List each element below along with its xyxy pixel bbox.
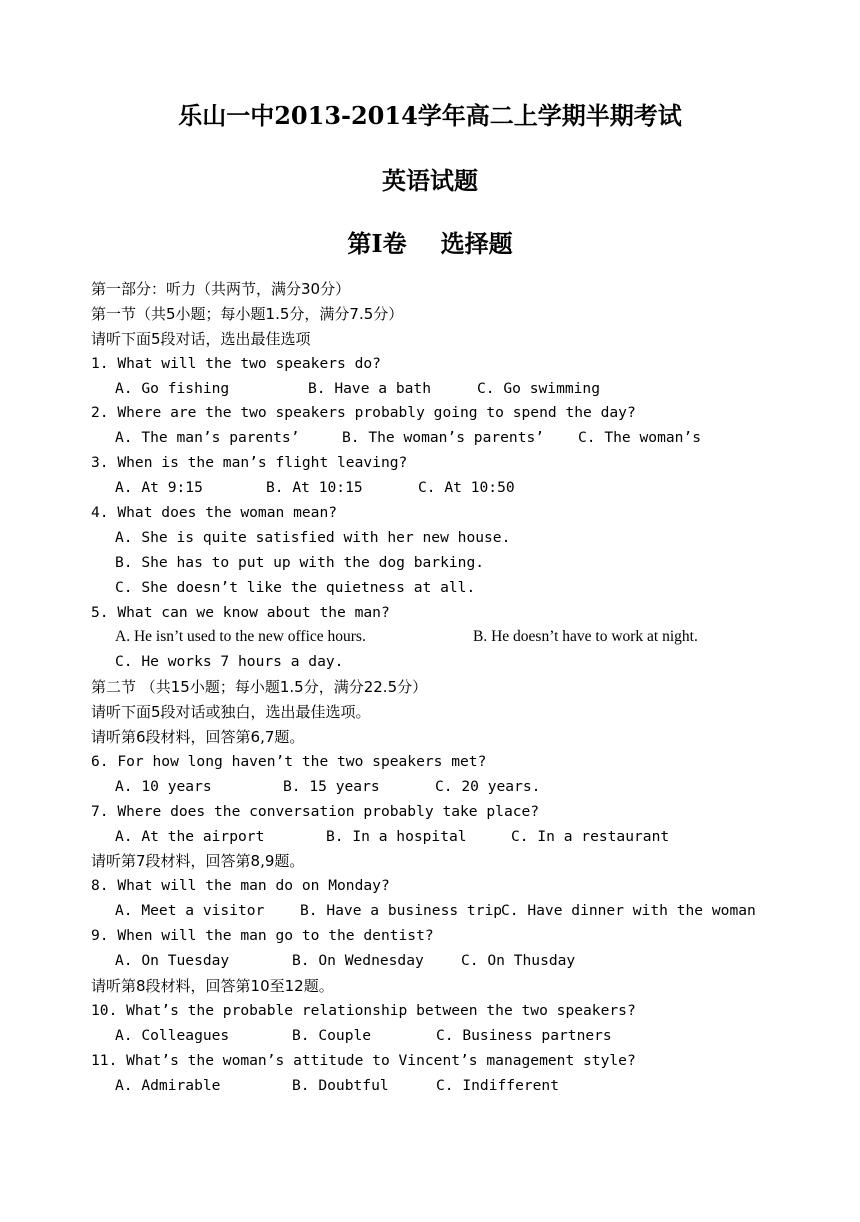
question-1: 1. What will the two speakers do? — [91, 354, 381, 372]
section1-heading: 第一节（共5小题；每小题1.5分，满分7.5分） — [91, 304, 404, 323]
option-4a: A. She is quite satisfied with her new house. — [115, 528, 511, 546]
option-3c: C. At 10:50 — [418, 479, 515, 497]
option-5b: B. He doesn’t have to work at night. — [473, 628, 698, 646]
exam-subtitle: 英语试题 — [382, 166, 478, 195]
option-6b: B. 15 years — [283, 777, 380, 795]
option-4b: B. She has to put up with the dog barking. — [115, 553, 485, 571]
options-6 — [91, 775, 831, 800]
option-11c: C. Indifferent — [436, 1076, 560, 1094]
section-name: 选择题 — [440, 229, 513, 258]
option-7a: A. At the airport — [115, 827, 265, 845]
section2-instruction: 请听下面5段对话或独白，选出最佳选项。 — [91, 703, 371, 722]
option-7b: B. In a hospital — [326, 827, 467, 845]
exam-body — [91, 277, 831, 1098]
options-5 — [91, 625, 831, 650]
option-11a: A. Admirable — [115, 1076, 221, 1094]
option-9b: B. On Wednesday — [292, 952, 424, 970]
options-9 — [91, 949, 831, 974]
question-2: 2. Where are the two speakers probably going to spend the day? — [91, 404, 636, 422]
question-5: 5. What can we know about the man? — [91, 603, 390, 621]
option-2a: A. The man’s parents’ — [115, 429, 300, 447]
section-title — [0, 224, 860, 259]
option-2c: C. The woman’s — [578, 429, 702, 447]
question-3: 3. When is the man’s flight leaving? — [91, 454, 408, 472]
options-1 — [91, 377, 831, 402]
option-6c: C. 20 years. — [435, 777, 541, 795]
options-3 — [91, 476, 831, 501]
section1-instruction: 请听下面5段对话，选出最佳选项 — [91, 329, 311, 348]
question-10: 10. What’s the probable relationship between the two speakers? — [91, 1001, 636, 1019]
option-2b: B. The woman’s parents’ — [342, 429, 545, 447]
option-8a: A. Meet a visitor — [115, 902, 265, 920]
section-number: 第Ⅰ卷 — [347, 229, 407, 258]
question-7: 7. Where does the conversation probably take place? — [91, 802, 540, 820]
question-8: 8. What will the man do on Monday? — [91, 877, 390, 895]
question-11: 11. What’s the woman’s attitude to Vincent’s management style? — [91, 1051, 636, 1069]
option-1b: B. Have a bath — [308, 379, 432, 397]
option-1a: A. Go fishing — [115, 379, 230, 397]
option-7c: C. In a restaurant — [511, 827, 670, 845]
material-7-instruction: 请听第7段材料，回答第8,9题。 — [91, 852, 305, 871]
option-11b: B. Doubtful — [292, 1076, 389, 1094]
options-2 — [91, 426, 831, 451]
question-4: 4. What does the woman mean? — [91, 504, 338, 522]
option-4c: C. She doesn’t like the quietness at all. — [115, 578, 476, 596]
options-10 — [91, 1024, 831, 1049]
option-8b: B. Have a business trip — [300, 902, 503, 920]
part1-heading: 第一部分：听力（共两节，满分30分） — [91, 280, 351, 298]
option-3a: A. At 9:15 — [115, 479, 203, 497]
option-10c: C. Business partners — [436, 1026, 612, 1044]
option-10b: B. Couple — [292, 1026, 372, 1044]
option-1c: C. Go swimming — [477, 379, 601, 397]
option-9a: A. On Tuesday — [115, 952, 230, 970]
option-10a: A. Colleagues — [115, 1026, 230, 1044]
options-7 — [91, 825, 831, 850]
question-9: 9. When will the man go to the dentist? — [91, 927, 434, 945]
option-5a: A. He isn’t used to the new office hours. — [115, 628, 366, 646]
options-8 — [91, 899, 831, 924]
material-8-instruction: 请听第8段材料，回答第10至12题。 — [91, 976, 334, 995]
material-6-instruction: 请听第6段材料，回答第6,7题。 — [91, 728, 305, 747]
question-6: 6. For how long haven’t the two speakers met? — [91, 752, 487, 770]
section2-heading: 第二节 （共15小题；每小题1.5分，满分22.5分） — [91, 678, 428, 697]
option-3b: B. At 10:15 — [266, 479, 363, 497]
option-5c: C. He works 7 hours a day. — [115, 653, 344, 671]
options-11 — [91, 1074, 831, 1099]
exam-title: 乐山一中2013-2014学年高二上学期半期考试 — [178, 101, 682, 130]
option-8c: C. Have dinner with the woman — [501, 902, 756, 920]
option-6a: A. 10 years — [115, 777, 212, 795]
option-9c: C. On Thusday — [461, 952, 576, 970]
